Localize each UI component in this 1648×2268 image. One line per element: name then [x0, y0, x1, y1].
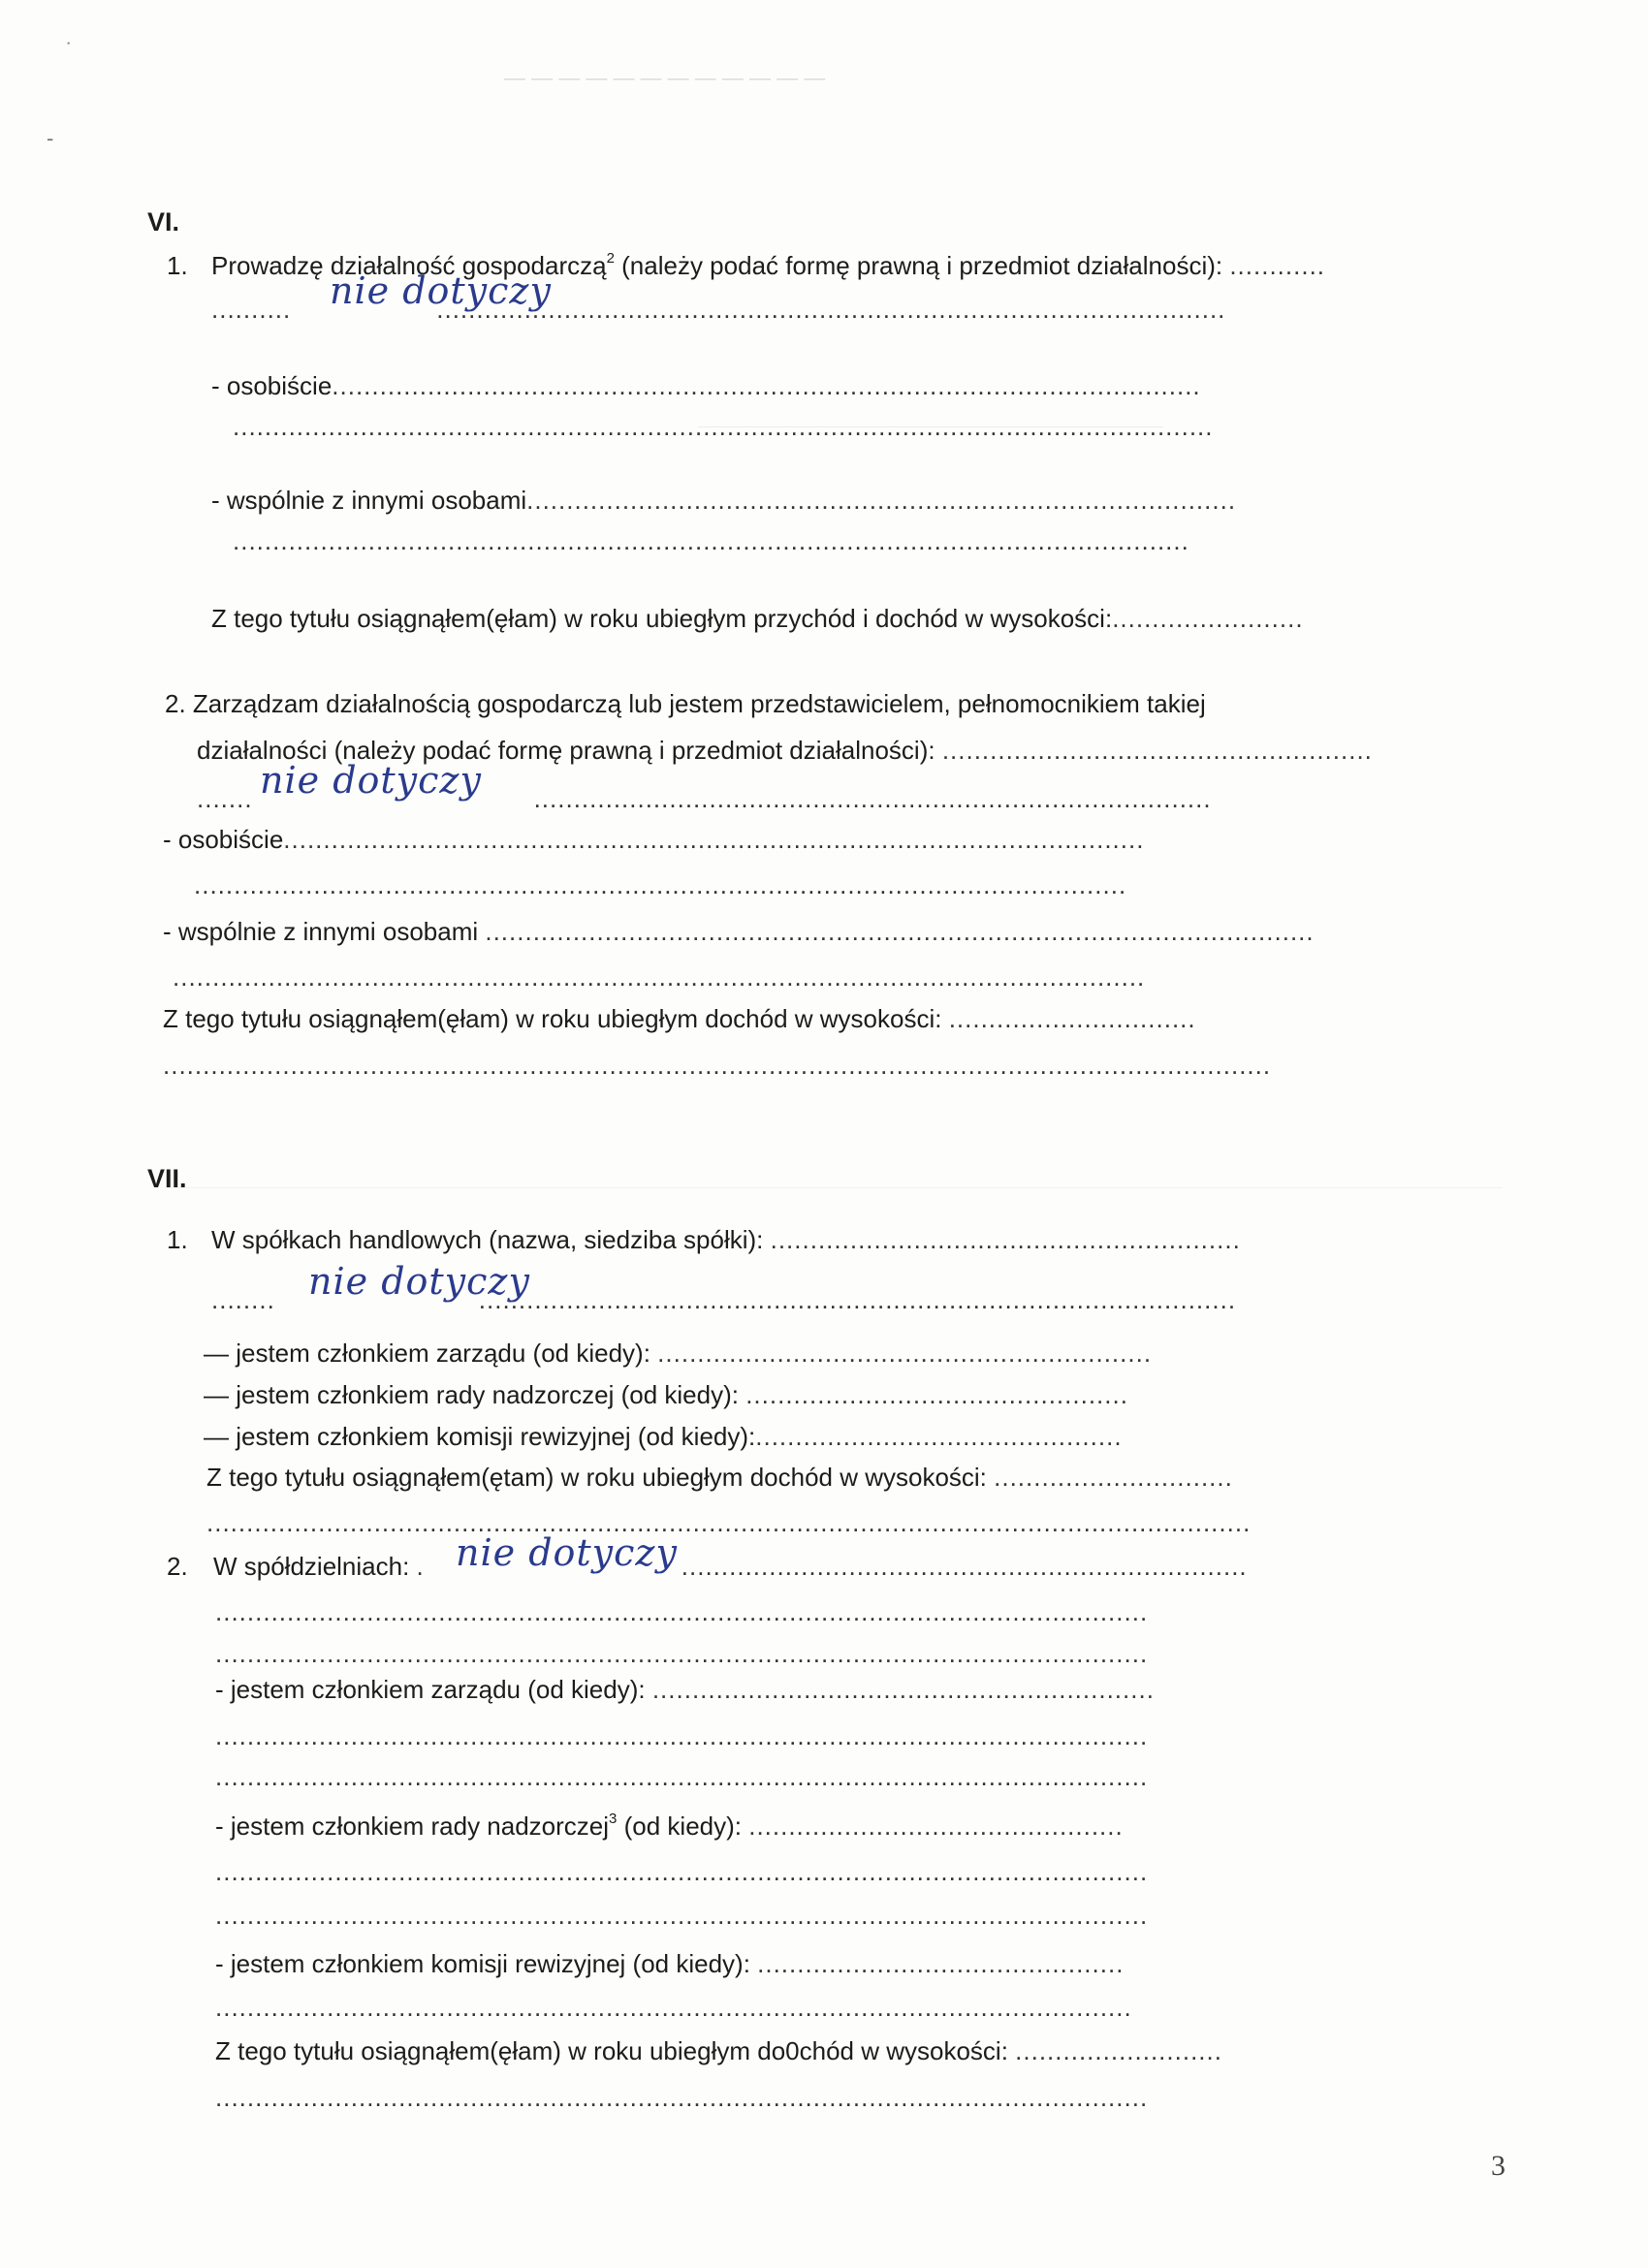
zarzad-line: - jestem członkiem zarządu (od kiedy): ...............................................................	[215, 1675, 1155, 1704]
komisja-line: - jestem członkiem komisji rewizyjnej (od kiedy): ..............................................	[215, 1949, 1125, 1978]
osobiscie-line: - osobiście.............................................................................................................	[211, 371, 1201, 400]
blank-line: .....................................................................................................................	[215, 1597, 1149, 1626]
blank-line: .....................................................................................................................	[215, 1901, 1149, 1930]
osobiscie-blank-line: ...........................................................................................................................	[233, 412, 1214, 441]
osobiscie-line: - osobiście............................................................................................................	[163, 825, 1145, 854]
page-number: 3	[1491, 2150, 1505, 2182]
income-line: Z tego tytułu osiągnąłem(ęłam) w roku ubiegłym do0chód w wysokości: ..........................	[215, 2036, 1222, 2065]
bleed-through-text: — — — — — — — — — — — —	[504, 69, 826, 93]
handwritten-answer: nie dotyczy	[456, 1531, 678, 1574]
income-line: Z tego tytułu osiągnąłem(ęłam) w roku ubiegłym przychód i dochód w wysokości:........................	[211, 604, 1304, 633]
item-number: 1.	[167, 251, 188, 280]
blank-line: .....................................................................................................................	[215, 1762, 1149, 1791]
scan-mark: -	[47, 126, 54, 150]
item-text: działalności (należy podać formę prawną i przedmiot działalności): ......................................................	[197, 736, 1373, 765]
wspolnie-line: - wspólnie z innymi osobami ........................................................................................................	[163, 917, 1315, 946]
rada-line: — jestem członkiem rady nadzorczej (od kiedy): ................................................	[204, 1380, 1128, 1409]
blank-line: .....................................................................................................................	[215, 1721, 1149, 1750]
zarzad-line: — jestem członkiem zarządu (od kiedy): ..............................................................	[204, 1339, 1153, 1368]
item-text: 2. Zarządzam działalnością gospodarczą lub jestem przedstawicielem, pełnomocnikiem takiej	[165, 689, 1206, 718]
blank-line: ...................................................................................................................	[215, 1993, 1132, 2022]
income-line: Z tego tytułu osiągnąłem(ętam) w roku ubiegłym dochód w wysokości: ..............................	[206, 1463, 1233, 1492]
handwritten-answer: nie dotyczy	[330, 269, 552, 312]
item-number: 1.	[167, 1225, 188, 1254]
blank-line: .....................................................................................................................	[215, 1857, 1149, 1886]
section-numeral-vii: VII.	[147, 1164, 187, 1193]
scan-mark: ˙	[66, 39, 74, 63]
item-text: Prowadzę działalność gospodarczą$^2$ (należy podać formę prawną i przedmiot działalności): ............	[211, 250, 1326, 280]
answer-line: ........ ...............................................................................................	[211, 1285, 1237, 1314]
handwritten-answer: nie dotyczy	[260, 759, 482, 802]
income-blank-line: ...................................................................................................................................	[206, 1508, 1252, 1537]
handwritten-answer: nie dotyczy	[308, 1260, 530, 1303]
section-numeral-vi: VI.	[147, 207, 180, 236]
income-line: Z tego tytułu osiągnąłem(ęłam) w roku ubiegłym dochód w wysokości: ...............................	[163, 1004, 1196, 1033]
income-blank-line: ...........................................................................................................................................	[163, 1051, 1272, 1080]
wspolnie-line: - wspólnie z innymi osobami.........................................................................................	[211, 486, 1237, 515]
wspolnie-blank-line: ........................................................................................................................	[233, 526, 1189, 555]
komisja-line: — jestem członkiem komisji rewizyjnej (od kiedy):..............................................	[204, 1422, 1123, 1451]
bleed-through-block	[165, 1129, 1503, 1188]
answer-line: ....... .....................................................................................	[197, 784, 1212, 813]
income-blank-line: .....................................................................................................................	[215, 2083, 1149, 2112]
wspolnie-blank-line: ..........................................................................................................................	[173, 962, 1146, 992]
osobiscie-blank-line: .....................................................................................................................	[194, 870, 1127, 899]
item-text: W spółdzielniach: . .......................................................................	[213, 1552, 1248, 1581]
item-number: 2.	[167, 1552, 188, 1581]
item-text: W spółkach handlowych (nazwa, siedziba spółki): ...........................................................	[211, 1225, 1241, 1254]
answer-line: .......... ...................................................................................................	[211, 295, 1226, 324]
rada-line: - jestem członkiem rady nadzorczej$^3$ (od kiedy): ...............................................	[215, 1811, 1124, 1841]
blank-line: .....................................................................................................................	[215, 1639, 1149, 1668]
